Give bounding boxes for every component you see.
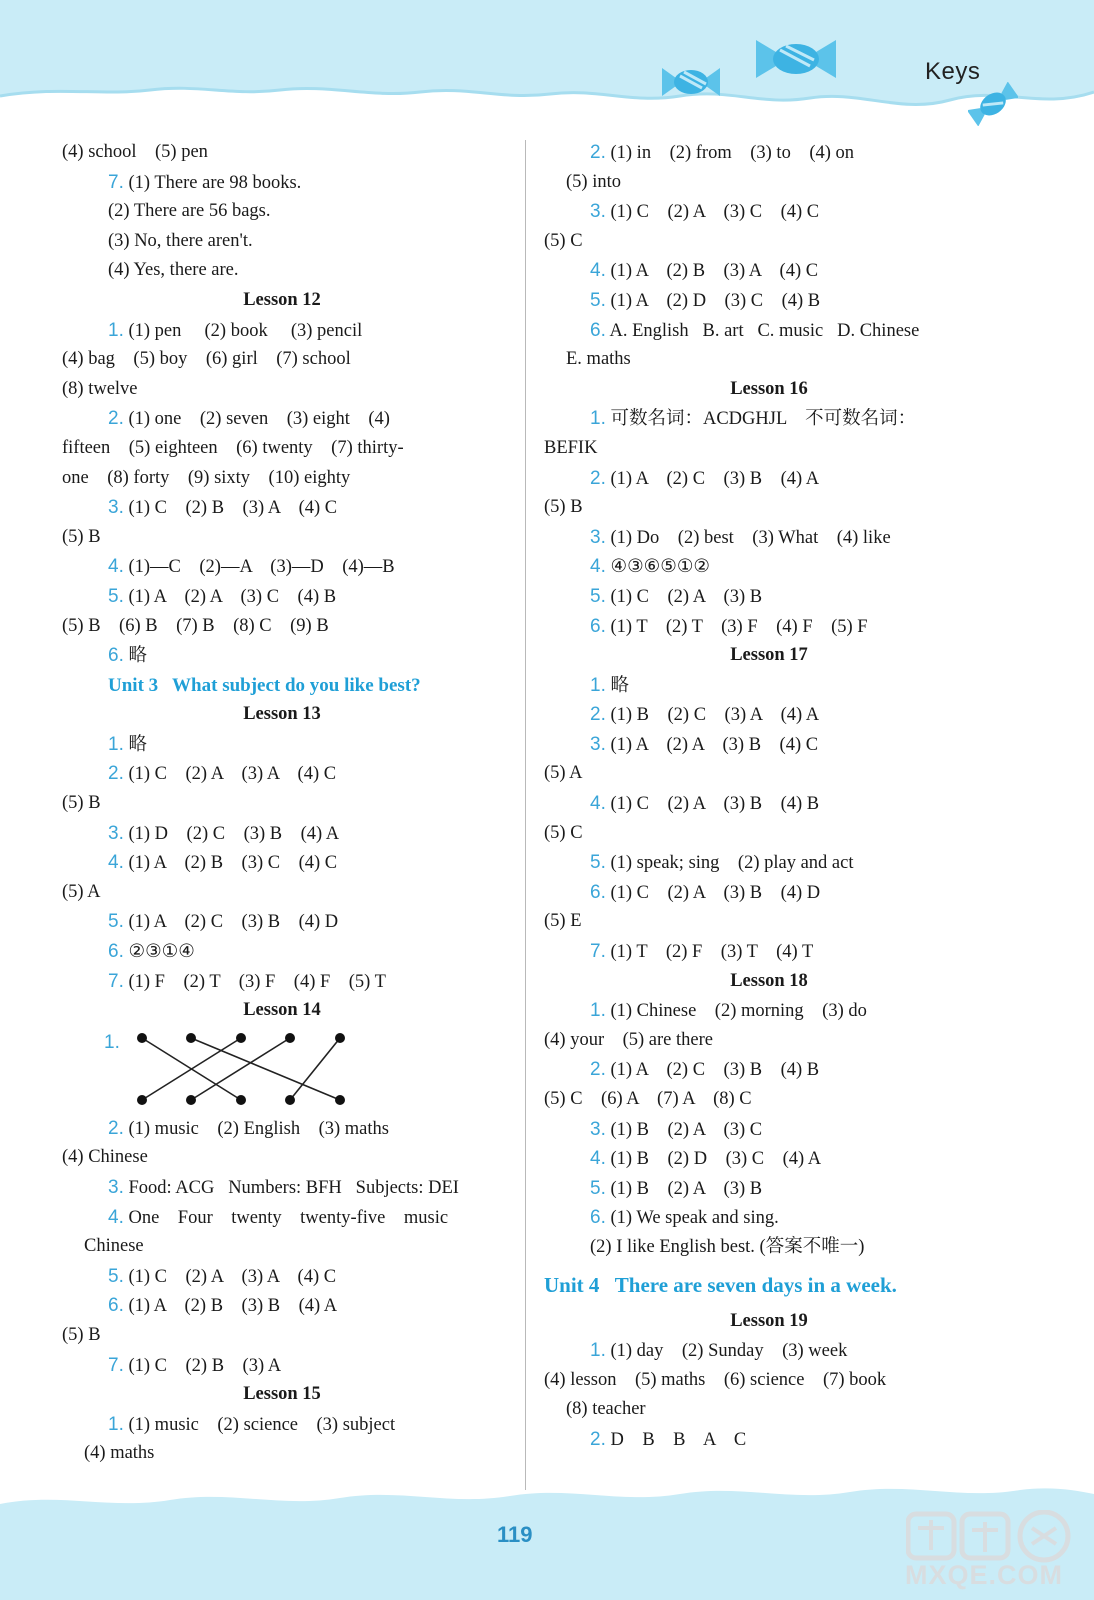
answer-text: (4) Chinese	[62, 1147, 148, 1168]
answer-text: (1) A (2) A (3) B (4) C	[605, 734, 819, 755]
question-number: 2.	[108, 1117, 124, 1139]
column-divider	[525, 140, 526, 1490]
question-number: 3.	[590, 733, 606, 755]
answer-line	[544, 996, 994, 1026]
question-number: 1.	[590, 674, 606, 696]
answer-line	[544, 256, 994, 286]
lesson-heading: Lesson 19	[730, 1310, 808, 1331]
answer-line	[62, 937, 502, 967]
answer-text: (8) teacher	[566, 1399, 646, 1420]
answer-text: BEFIK	[544, 437, 598, 458]
question-number: 4.	[590, 260, 606, 282]
answer-line	[544, 612, 994, 642]
question-number: 2.	[108, 763, 124, 785]
match-line	[191, 1038, 290, 1100]
question-number: 6.	[590, 319, 606, 341]
lesson-heading: Lesson 18	[730, 970, 808, 991]
answer-text: ②③①④	[123, 942, 195, 963]
answer-line	[544, 1144, 994, 1174]
lesson-heading: Lesson 12	[243, 289, 321, 310]
lesson-heading: Lesson 15	[243, 1384, 321, 1405]
right-column	[544, 138, 994, 1455]
answer-text: (5) into	[566, 171, 621, 192]
page-number: 119	[497, 1522, 533, 1547]
answer-text: One Four twenty twenty-five music	[123, 1207, 449, 1228]
answer-line	[62, 404, 502, 434]
question-number: 1.	[590, 1340, 606, 1362]
answer-line	[62, 227, 502, 257]
candy-icon	[756, 36, 836, 82]
answer-line	[544, 404, 994, 434]
answer-text: (5) B	[62, 1324, 101, 1345]
question-number: 6.	[108, 645, 124, 667]
question-number: 4.	[108, 1206, 124, 1228]
answer-line	[544, 1026, 994, 1056]
question-number: 3.	[590, 526, 606, 548]
question-number: 2.	[590, 1428, 606, 1450]
answer-text: (2) There are 56 bags.	[108, 201, 271, 222]
answer-text: (1) B (2) A (3) C	[605, 1119, 763, 1140]
answer-line	[62, 1410, 502, 1440]
question-number: 3.	[590, 1118, 606, 1140]
answer-line	[62, 1351, 502, 1381]
answer-line	[544, 464, 994, 494]
answer-text: D B B A C	[605, 1429, 747, 1450]
answer-line	[544, 937, 994, 967]
question-number: 1.	[108, 1413, 124, 1435]
answer-text: (1) A (2) B (3) C (4) C	[123, 853, 338, 874]
answer-text: (1) speak; sing (2) play and act	[605, 853, 854, 874]
answer-text: (5) E	[544, 911, 582, 932]
candy-icon	[968, 82, 1018, 126]
question-number: 7.	[108, 171, 124, 193]
answer-line	[544, 138, 994, 168]
answer-text: (2) I like English best. (答案不唯一)	[590, 1236, 865, 1257]
answer-text: (1) B (2) C (3) A (4) A	[605, 705, 820, 726]
answer-line	[62, 434, 502, 464]
answer-text: (1) C (2) B (3) A	[123, 1355, 282, 1376]
answer-text: (5) C	[544, 822, 583, 843]
answer-text: (1) D (2) C (3) B (4) A	[123, 823, 340, 844]
question-number: 4.	[108, 556, 124, 578]
answer-line	[544, 168, 994, 198]
answer-line	[62, 1262, 502, 1292]
answer-text: (1)—C (2)—A (3)—D (4)—B	[123, 557, 395, 578]
question-number: 4.	[108, 852, 124, 874]
answer-line	[544, 730, 994, 760]
answer-line	[544, 493, 994, 523]
answer-text: (1) day (2) Sunday (3) week	[605, 1341, 848, 1362]
answer-text: (8) twelve	[62, 378, 138, 399]
answer-line	[544, 1395, 994, 1425]
answer-line	[62, 967, 502, 997]
question-number: 5.	[108, 911, 124, 933]
match-dot	[335, 1095, 345, 1105]
answer-text: 略	[123, 734, 147, 755]
question-number: 3.	[108, 822, 124, 844]
question-number: 5.	[590, 289, 606, 311]
answer-line	[544, 316, 994, 346]
answer-text: E. maths	[566, 349, 631, 370]
page-header-title: Keys	[925, 58, 981, 85]
answer-line	[544, 819, 994, 849]
question-number: 2.	[590, 467, 606, 489]
watermark-text: MXQE.COM	[905, 1560, 1064, 1590]
match-dot	[137, 1095, 147, 1105]
answer-text: (1) B (2) D (3) C (4) A	[605, 1149, 822, 1170]
answer-text: (5) C	[544, 230, 583, 251]
answer-line	[62, 1143, 502, 1173]
answer-line	[62, 375, 502, 405]
answer-text: (1) A (2) D (3) C (4) B	[605, 290, 821, 311]
answer-line	[62, 197, 502, 227]
question-number: 5.	[590, 1177, 606, 1199]
answer-text: (1) F (2) T (3) F (4) F (5) T	[123, 971, 386, 992]
answer-line	[62, 464, 502, 494]
answer-text: (1) Chinese (2) morning (3) do	[605, 1001, 867, 1022]
answer-text: (4) bag (5) boy (6) girl (7) school	[62, 349, 351, 370]
question-number: 6.	[590, 1207, 606, 1229]
question-number: 5.	[590, 852, 606, 874]
answer-text: (5) B	[62, 526, 101, 547]
answer-text: (5) A	[62, 881, 101, 902]
answer-text: (5) B	[544, 497, 583, 518]
question-number: 3.	[590, 201, 606, 223]
answer-text: (1) C (2) A (3) C (4) C	[605, 202, 820, 223]
answer-line	[544, 1055, 994, 1085]
answer-text: (1) C (2) A (3) A (4) C	[123, 1266, 337, 1287]
answer-line	[62, 641, 502, 671]
answer-line	[62, 552, 502, 582]
answer-text: (1) A (2) A (3) C (4) B	[123, 586, 337, 607]
question-number: 5.	[590, 585, 606, 607]
answer-text: (1) We speak and sing.	[605, 1208, 779, 1229]
answer-line	[544, 1203, 994, 1233]
answer-line	[544, 1174, 994, 1204]
answer-text: (1) T (2) T (3) F (4) F (5) F	[605, 616, 868, 637]
answer-text: 略	[123, 646, 147, 667]
answer-text: (1) There are 98 books.	[123, 172, 302, 193]
answer-line	[62, 848, 502, 878]
match-dot	[285, 1095, 295, 1105]
question-number: 7.	[108, 970, 124, 992]
answer-line	[62, 345, 502, 375]
match-dot	[186, 1095, 196, 1105]
question-number: 1.	[108, 733, 124, 755]
match-dot	[236, 1095, 246, 1105]
answer-line	[544, 848, 994, 878]
answer-line	[62, 1321, 502, 1351]
answer-line	[62, 759, 502, 789]
answer-text: 略	[605, 675, 629, 696]
answer-line	[62, 730, 502, 760]
lesson-heading: Lesson 17	[730, 645, 808, 666]
question-number: 6.	[590, 881, 606, 903]
answer-text: (5) C (6) A (7) A (8) C	[544, 1089, 752, 1109]
question-number: 2.	[108, 408, 124, 430]
answer-text: (5) B	[62, 793, 101, 814]
answer-text: (1) in (2) from (3) to (4) on	[605, 143, 855, 163]
match-dot	[236, 1033, 246, 1043]
answer-text: 可数名词：ACDGHJL 不可数名词：	[605, 409, 917, 430]
answer-text: (3) No, there aren't.	[108, 230, 253, 251]
lesson-heading: Lesson 14	[243, 1000, 321, 1021]
match-dot	[137, 1033, 147, 1043]
answer-text: (1) music (2) English (3) maths	[123, 1118, 389, 1139]
answer-line	[62, 256, 502, 286]
answer-text: fifteen (5) eighteen (6) twenty (7) thirty-	[62, 437, 404, 458]
answer-text: A. English B. art C. music D. Chinese	[605, 320, 920, 341]
answer-line	[544, 1425, 994, 1455]
question-number: 6.	[108, 1295, 124, 1317]
answer-line	[544, 345, 994, 375]
match-line	[290, 1038, 340, 1100]
question-number: 2.	[590, 704, 606, 726]
answer-line	[544, 700, 994, 730]
answer-text: (4) your (5) are there	[544, 1029, 713, 1050]
answer-line	[62, 582, 502, 612]
answer-line	[544, 523, 994, 553]
question-number: 3.	[108, 497, 124, 519]
answer-line	[62, 316, 502, 346]
answer-text: (1) B (2) A (3) B	[605, 1178, 763, 1199]
question-number: 1.	[590, 408, 606, 430]
lesson-heading: Lesson 16	[730, 378, 808, 399]
answer-text: (4) maths	[84, 1443, 155, 1464]
question-number: 7.	[590, 941, 606, 963]
answer-line	[62, 819, 502, 849]
answer-text: (1) C (2) A (3) B (4) D	[605, 882, 821, 903]
answer-line	[544, 197, 994, 227]
left-column	[62, 138, 502, 1469]
answer-line	[62, 878, 502, 908]
question-number: 7.	[108, 1354, 124, 1376]
answer-text: ④③⑥⑤①②	[605, 557, 710, 578]
answer-line	[62, 789, 502, 819]
answer-text: Chinese	[84, 1236, 144, 1257]
answer-text: (1) one (2) seven (3) eight (4)	[123, 409, 390, 430]
answer-text: (4) lesson (5) maths (6) science (7) book	[544, 1369, 887, 1390]
answer-text: (5) B (6) B (7) B (8) C (9) B	[62, 615, 329, 636]
answer-text: (5) A	[544, 763, 583, 784]
answer-line	[544, 434, 994, 464]
match-line	[191, 1038, 340, 1100]
answer-line	[62, 138, 502, 168]
match-dot	[186, 1033, 196, 1043]
answer-line	[544, 1336, 994, 1366]
answer-text: (4) school (5) pen	[62, 142, 208, 162]
answer-line	[62, 1114, 502, 1144]
answer-text: (1) Do (2) best (3) What (4) like	[605, 527, 891, 548]
question-number: 4.	[590, 793, 606, 815]
answer-text: (1) pen (2) book (3) pencil	[123, 320, 363, 341]
answer-line	[62, 1291, 502, 1321]
answer-text: (1) A (2) B (3) A (4) C	[605, 261, 819, 282]
unit-heading: Unit 3 What subject do you like best?	[108, 674, 421, 696]
candy-icon	[662, 62, 720, 102]
answer-line	[62, 1232, 502, 1262]
answer-line	[62, 1203, 502, 1233]
answer-text: (1) C (2) A (3) B	[605, 586, 763, 607]
question-number: 3.	[108, 1177, 124, 1198]
answer-line	[544, 759, 994, 789]
question-number: 2.	[590, 1059, 606, 1081]
answer-line	[62, 907, 502, 937]
answer-line	[544, 1115, 994, 1145]
question-number: 5.	[108, 585, 124, 607]
question-number: 1.	[590, 1000, 606, 1022]
answer-text: (1) C (2) A (3) A (4) C	[123, 764, 337, 785]
answer-text: (1) A (2) C (3) B (4) D	[123, 912, 339, 933]
answer-line	[62, 612, 502, 642]
answer-line	[544, 907, 994, 937]
answer-line	[544, 878, 994, 908]
answer-line	[544, 227, 994, 257]
question-number: 2.	[590, 142, 606, 163]
lesson-heading: Lesson 13	[243, 704, 321, 725]
answer-text: (1) C (2) A (3) B (4) B	[605, 794, 820, 815]
answer-text: (1) A (2) B (3) B (4) A	[123, 1296, 338, 1317]
question-number: 1.	[108, 319, 124, 341]
answer-line	[544, 582, 994, 612]
question-number: 6.	[590, 615, 606, 637]
question-number: 6.	[108, 941, 124, 963]
matching-diagram	[62, 1026, 502, 1114]
answer-text: (1) T (2) F (3) T (4) T	[605, 942, 814, 963]
answer-line	[62, 1439, 502, 1469]
answer-text: (1) A (2) C (3) B (4) A	[605, 468, 820, 489]
match-dot	[335, 1033, 345, 1043]
answer-line	[544, 1233, 994, 1263]
answer-text: (4) Yes, there are.	[108, 260, 239, 281]
unit-heading: Unit 4 There are seven days in a week.	[544, 1272, 897, 1297]
answer-line	[544, 789, 994, 819]
answer-text: (1) A (2) C (3) B (4) B	[605, 1060, 820, 1081]
answer-line	[62, 168, 502, 198]
answer-line	[544, 1366, 994, 1396]
answer-text: one (8) forty (9) sixty (10) eighty	[62, 467, 351, 488]
matching-lines	[132, 1030, 362, 1110]
answer-text: Food: ACG Numbers: BFH Subjects: DEI	[123, 1178, 459, 1198]
answer-line	[544, 552, 994, 582]
answer-line	[62, 493, 502, 523]
question-number: 4.	[590, 556, 606, 578]
answer-line	[544, 286, 994, 316]
answer-line	[62, 1173, 502, 1203]
question-number: 5.	[108, 1265, 124, 1287]
answer-line	[544, 671, 994, 701]
match-dot	[285, 1033, 295, 1043]
answer-line	[544, 1085, 994, 1115]
answer-text: (1) music (2) science (3) subject	[123, 1414, 396, 1435]
answer-text: (1) C (2) B (3) A (4) C	[123, 498, 338, 519]
question-number: 1.	[104, 1031, 120, 1053]
answer-line	[62, 523, 502, 553]
question-number: 4.	[590, 1148, 606, 1170]
